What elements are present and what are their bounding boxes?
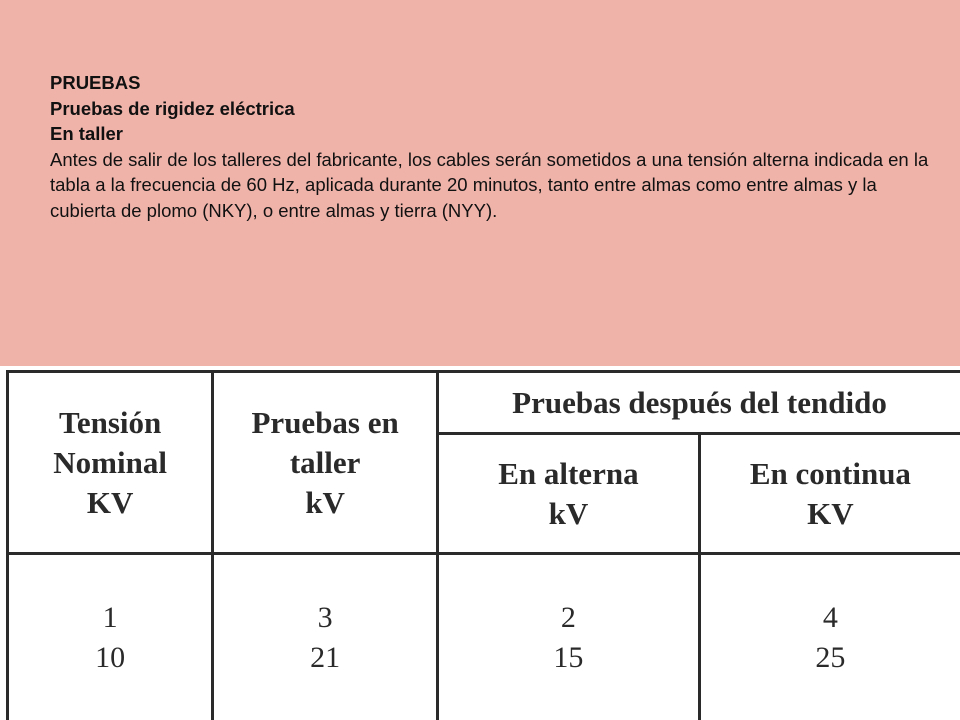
- description-paragraph: Antes de salir de los talleres del fabricante, los cables serán sometidos a una tensión alterna indicada en la tabla a la frecuencia de 60 Hz, aplicada durante 20 minutos, tanto entre almas como entre almas y la cubierta de plomo (NKY), o entre almas y tierra (NYY).: [50, 148, 929, 221]
- header-text: Tensión: [59, 404, 162, 440]
- header-post-laying-tests: Pruebas después del tendido: [438, 372, 960, 434]
- cell-value: 3: [317, 600, 333, 634]
- cell-value: 4: [822, 600, 838, 634]
- text-section: [50, 70, 930, 223]
- header-text: kV: [548, 495, 589, 531]
- section-title: PRUEBAS: [50, 72, 141, 93]
- cell-value: 25: [815, 640, 846, 674]
- cell-value: 10: [95, 640, 126, 674]
- header-text: Pruebas en: [251, 404, 399, 440]
- cell-value: 1: [102, 600, 118, 634]
- header-text: En continua: [749, 455, 911, 491]
- subsection-title: Pruebas de rigidez eléctrica: [50, 97, 295, 119]
- cell-dc-test: [699, 554, 960, 720]
- table-row: [8, 554, 960, 720]
- header-workshop-tests: [213, 372, 438, 554]
- header-ac: [438, 434, 700, 554]
- test-voltage-table: [6, 370, 960, 720]
- header-text: Nominal: [53, 444, 167, 480]
- cell-value: 15: [553, 640, 584, 674]
- header-nominal-voltage: [8, 372, 213, 554]
- header-text: En alterna: [498, 455, 639, 491]
- header-text: taller: [289, 444, 361, 480]
- cell-workshop-test: [213, 554, 438, 720]
- cell-nominal-voltage: [8, 554, 213, 720]
- header-text: KV: [807, 495, 854, 531]
- cell-value: 2: [560, 600, 576, 634]
- header-text: kV: [305, 484, 345, 520]
- test-voltage-table-image: [0, 366, 960, 720]
- cell-value: 21: [310, 640, 341, 674]
- cell-ac-test: [438, 554, 700, 720]
- subsubsection-title: En taller: [50, 123, 123, 144]
- header-text: KV: [86, 484, 134, 520]
- header-dc: [699, 434, 960, 554]
